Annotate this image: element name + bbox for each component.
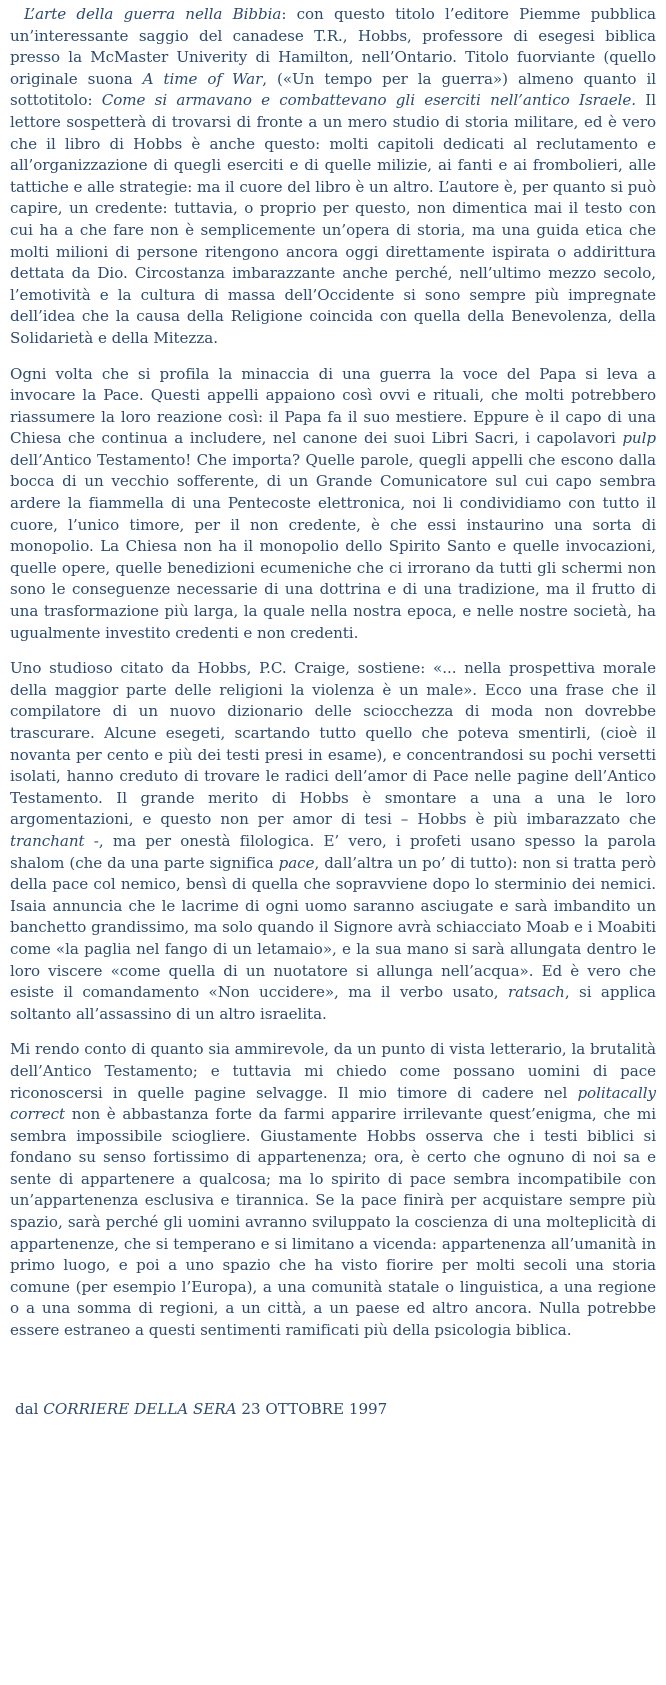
italic-run: pulp (622, 429, 656, 448)
text-run: : con questo titolo l’editore Piemme pubblica un’interessante saggio del canadese T.R., Hobbs, professore di esegesi biblica presso la McMaster Univerity di Hamilton, nell’Ontario. Titolo fuorviante (quello originale suona (10, 5, 656, 88)
italic-run: A time of War (142, 69, 263, 88)
italic-run: politacally correct (10, 1083, 656, 1124)
text-run: Mi rendo conto di quanto sia ammirevole, da un punto di vista letterario, la brutalità dell’Antico Testamento; e tuttavia mi chiedo come possano uomini di pace riconoscersi in quelle pagine selvagge. Il mio timore di cadere nel (10, 1040, 656, 1102)
paragraph-1 (10, 4, 656, 350)
italic-run: ratsach (507, 983, 565, 1002)
text-run: , si applica soltanto all’assassino di un altro israelita. (10, 983, 657, 1023)
text-run: Uno studioso citato da Hobbs, P.C. Craige, sostiene: «... nella prospettiva morale della maggior parte delle religioni la violenza è un male». Ecco una frase che il compilatore di un nuovo dizionario delle sciocchezza di moda non dovrebbe trascurare. Alcune esegeti, scartando tutto quello che poteva smentirli, (cioè il novanta per cento e più dei testi presi in esame), e concentrandosi su pochi versetti isolati, hanno creduto di trovare le radici dell’amor di Pace nelle pagine dell’Antico Testamento. Il grande merito di Hobbs è smontare a una a una le loro argomentazioni, e questo non per amor di tesi – Hobbs è più imbarazzato che (10, 659, 656, 829)
text-run: , dall’altra un po’ di tutto): non si tratta però della pace col nemico, bensì di quella che sopravviene dopo lo sterminio dei nemici. Isaia annuncia che le lacrime di ogni uomo saranno asciugate e sarà imbandito un banchetto grandissimo, ma solo quando il Signore avrà schiacciato Moab e i Moabiti come «la paglia nel fango di un letamaio», e la sua mano si sarà allungata dentro le loro viscere «come quella di un nuotatore si allunga nell’acqua». Ed è vero che esiste il comandamento «Non uccidere», ma il verbo usato, (10, 853, 656, 1002)
source-newspaper: CORRIERE DELLA SERA (43, 1400, 237, 1418)
italic-run: tranchant (10, 831, 85, 850)
text-run: dell’Antico Testamento! Che importa? Quelle parole, quegli appelli che escono dalla bocca di un vecchio sofferente, di un Grande Comunicatore sul cui capo sembra ardere la fiammella di una Pentecoste elettronica, noi li condividiamo con tutto il cuore, l’unico timore, per il non credente, è che essi instaurino una sorta di monopolio. La Chiesa non ha il monopolio dello Spirito Santo e quelle invocazioni, quelle opere, quelle benedizioni ecumeniche che ci irrorano da tutti gli schermi non sono le conseguenze necessarie di una dottrina e di una tradizione, ma il frutto di una trasformazione più larga, la quale nella nostra epoca, e nelle nostre società, ha ugualmente investito credenti e non credenti. (10, 450, 656, 642)
source-prefix: dal (15, 1400, 44, 1418)
text-run: non è abbastanza forte da farmi apparire irrilevante quest’enigma, che mi sembra impossibile sciogliere. Giustamente Hobbs osserva che i testi biblici si fondano su senso fortissimo di appartenenza; ora, è certo che ognuno di noi sa e sente di appartenere a qualcosa; ma lo spirito di pace sembra incompatibile con un’appartenenza esclusiva e tirannica. Se la pace finirà per acquistare sempre più spazio, sarà perché gli uomini avranno sviluppato la coscienza di una molteplicità di appartenenze, che si temperano e si limitano a vicenda: appartenenza all’umanità in primo luogo, e poi a uno spazio che ha visto fiorire per molti secoli una storia comune (per esempio l’Europa), a una comunità statale o linguistica, a una regione o a una somma di regioni, a un città, a un paese ed altro ancora. Nulla potrebbe essere estraneo a questi sentimenti ramificati più della psicologia biblica. (10, 1105, 656, 1340)
text-run: Il lettore sospetterà di trovarsi di fronte a un mero studio di storia militare, ed è vero che il libro di Hobbs è anche questo: molti capitoli dedicati al reclutamento e all’organizzazione di quegli eserciti e di quelle milizie, ai fanti e ai frombolieri, alle tattiche e alle strategie: ma il cuore del libro è un altro. L’autore è, per quanto si può capire, un credente: tuttavia, o proprio per questo, non dimentica mai il testo con cui ha a che fare non è semplicemente un’opera di storia, ma una guida etica che molti milioni di persone ritengono ancora oggi direttamente ispirata o addirittura dettata da Dio. Circostanza imbarazzante anche perché, nell’ultimo mezzo secolo, l’emotività e la cultura di massa dell’Occidente si sono sempre più impregnate dell’idea che la causa della Religione coincida con quella della Benevolenza, della Solidarietà e della Mitezza. (10, 91, 656, 347)
italic-run: pace (278, 853, 315, 872)
paragraph-2 (10, 364, 656, 645)
source-date: 23 OTTOBRE 1997 (236, 1400, 388, 1418)
text-run: Ogni volta che si profila la minaccia di una guerra la voce del Papa si leva a invocare la Pace. Questi appelli appaiono così ovvi e rituali, che molti potrebbero riassumere la loro reazione così: il Papa fa il suo mestiere. Eppure è il capo di una Chiesa che continua a includere, nel canone dei suoi Libri Sacri, i capolavori (10, 364, 656, 448)
paragraph-3 (10, 658, 656, 1025)
paragraph-4 (10, 1039, 656, 1341)
source-credit (15, 1398, 387, 1420)
italic-run: Come si armavano e combattevano gli eserciti nell’antico Israele. (101, 91, 637, 110)
article-body (10, 4, 656, 1356)
italic-run: L’arte della guerra nella Bibbia (24, 5, 282, 23)
text-run: , («Un tempo per la guerra») almeno quanto il sottotitolo: (10, 69, 657, 110)
text-run: -, ma per onestà filologica. E’ vero, i profeti usano spesso la parola shalom (che da una parte significa (10, 831, 656, 872)
